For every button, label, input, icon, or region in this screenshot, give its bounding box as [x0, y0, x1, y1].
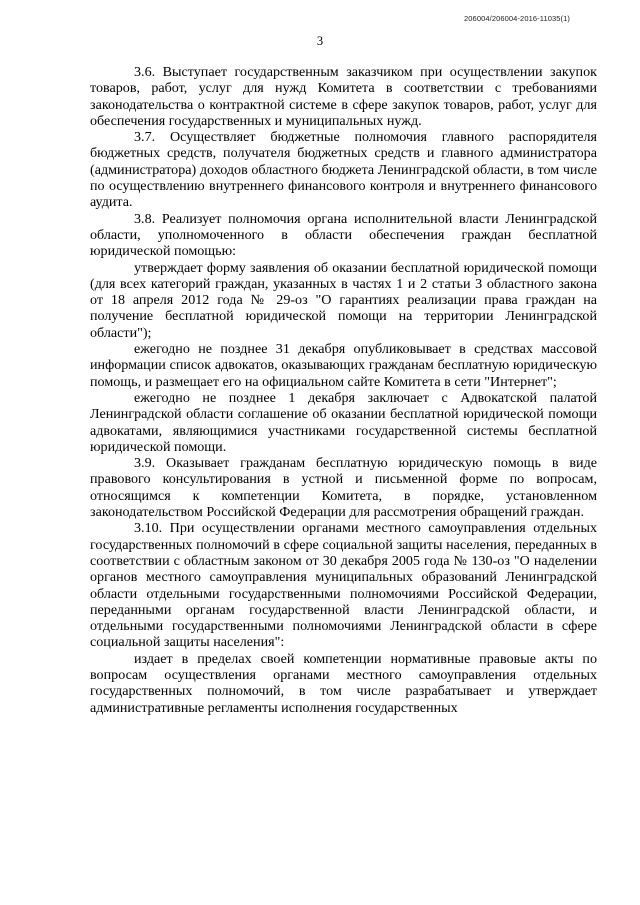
paragraph-3-8-item-2: ежегодно не позднее 31 декабря опубликовывает в средствах массовой информации список адвокатов, оказывающих гражданам бесплатную юридическую помощь, и размещает его на официальном сайте Комитета в сети "Интернет"; [90, 341, 597, 390]
paragraph-3-7: 3.7. Осуществляет бюджетные полномочия главного распорядителя бюджетных средств, получателя бюджетных средств и главного администратора (администратора) доходов областного бюджета Ленинградской области, в том числе по осуществлению внутреннего финансового контроля и внутреннего финансового аудита. [90, 129, 597, 211]
document-body [90, 64, 597, 716]
page-number: 3 [316, 34, 324, 48]
paragraph-3-6: 3.6. Выступает государственным заказчиком при осуществлении закупок товаров, работ, услуг для нужд Комитета в соответствии с требованиями законодательства о контрактной системе в сфере закупок товаров, работ, услуг для обеспечения государственных и муниципальных нужд. [90, 64, 597, 129]
paragraph-3-10: 3.10. При осуществлении органами местного самоуправления отдельных государственных полномочий в сфере социальной защиты населения, переданных в соответствии с областным законом от 30 декабря 2005 года № 130-оз "О наделении органов местного самоуправления муниципальных образований Ленинградской области отдельными государственными полномочиями Российской Федерации, переданными органам государственной власти Ленинградской области, и отдельными государственными полномочиями Ленинградской области в сфере социальной защиты населения": [90, 520, 597, 651]
paragraph-3-8-item-1: утверждает форму заявления об оказании бесплатной юридической помощи (для всех категорий граждан, указанных в частях 1 и 2 статьи 3 областного закона от 18 апреля 2012 года № 29-оз "О гарантиях реализации права граждан на получение бесплатной юридической помощи на территории Ленинградской области"); [90, 259, 597, 341]
paragraph-3-9: 3.9. Оказывает гражданам бесплатную юридическую помощь в виде правового консультирования в устной и письменной форме по вопросам, относящимся к компетенции Комитета, в порядке, установленном законодательством Российской Федерации для рассмотрения обращений граждан. [90, 455, 597, 521]
document-id: 206004/206004-2016-11035(1) [464, 14, 570, 23]
paragraph-3-8: 3.8. Реализует полномочия органа исполнительной власти Ленинградской области, уполномоченного в области обеспечения граждан бесплатной юридической помощью: [90, 210, 597, 260]
paragraph-3-8-item-3: ежегодно не позднее 1 декабря заключает с Адвокатской палатой Ленинградской области соглашение об оказании бесплатной юридической помощи адвокатами, являющимися участниками государственной системы бесплатной юридической помощи. [90, 389, 597, 455]
paragraph-3-10-item-1: издает в пределах своей компетенции нормативные правовые акты по вопросам осуществления органами местного самоуправления отдельных государственных полномочий, в том числе разрабатывает и утверждает административные регламенты исполнения государственных [90, 650, 597, 716]
